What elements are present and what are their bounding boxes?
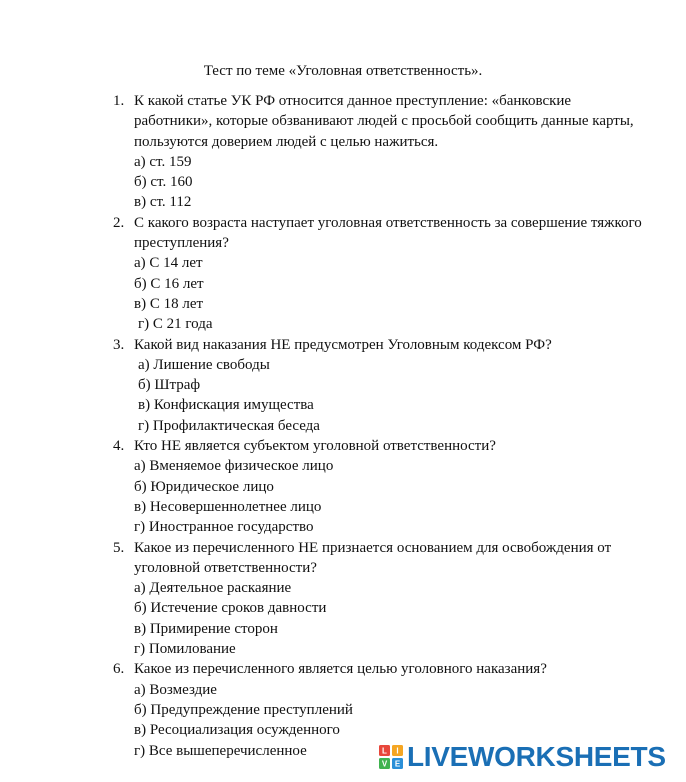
answer-option[interactable]: г) Помилование [134, 641, 236, 658]
answer-option[interactable]: в) Примирение сторон [134, 620, 278, 637]
question-number: 5. [113, 539, 125, 556]
answer-option[interactable]: в) Ресоциализация осужденного [134, 722, 340, 739]
answer-option[interactable]: б) С 16 лет [134, 275, 204, 292]
answer-option[interactable]: а) ст. 159 [134, 153, 192, 170]
question-1 [113, 91, 653, 213]
question-text: Какое из перечисленного является целью уголовного наказания? [134, 661, 547, 678]
answer-option[interactable]: а) Лишение свободы [138, 356, 270, 373]
question-number: 2. [113, 214, 125, 231]
liveworksheets-watermark [379, 742, 666, 772]
answer-option[interactable]: б) Предупреждение преступлений [134, 701, 353, 718]
question-text: Какой вид наказания НЕ предусмотрен Уголовным кодексом РФ? [134, 336, 552, 353]
answer-option[interactable]: б) Штраф [138, 377, 201, 394]
answer-option[interactable]: в) Конфискация имущества [138, 397, 314, 414]
question-number: 6. [113, 661, 125, 678]
answer-option[interactable]: б) Истечение сроков давности [134, 600, 327, 617]
svg-text:V: V [381, 759, 388, 768]
answer-option[interactable]: г) Профилактическая беседа [138, 417, 320, 434]
answer-option[interactable]: г) Иностранное государство [134, 519, 314, 536]
answer-option[interactable]: в) ст. 112 [134, 194, 192, 211]
answer-option[interactable]: а) С 14 лет [134, 255, 203, 272]
question-text: С какого возраста наступает уголовная ответственность за совершение тяжкого преступления? [134, 214, 642, 252]
question-number: 4. [113, 438, 125, 455]
svg-text:I: I [396, 746, 399, 755]
question-3 [113, 335, 653, 436]
answer-option[interactable]: г) С 21 года [138, 316, 213, 333]
answer-option[interactable]: б) Юридическое лицо [134, 478, 274, 495]
answer-option[interactable]: г) Все вышеперечисленное [134, 742, 307, 759]
answer-option[interactable]: в) Несовершеннолетнее лицо [134, 498, 322, 515]
svg-text:E: E [394, 759, 401, 768]
answer-option[interactable]: б) ст. 160 [134, 174, 193, 191]
question-text: Кто НЕ является субъектом уголовной ответственности? [134, 438, 496, 455]
liveworksheets-logo-icon [379, 745, 404, 770]
answer-option[interactable]: в) С 18 лет [134, 295, 204, 312]
question-list [113, 91, 653, 761]
question-text: К какой статье УК РФ относится данное преступление: «банковские работники», которые обзванивают людей с просьбой сообщить данные карты, пользуются доверием людей с целью нажиться. [134, 93, 634, 150]
answer-option[interactable]: а) Деятельное раскаяние [134, 580, 292, 597]
svg-text:L: L [382, 746, 387, 755]
question-text: Какое из перечисленного НЕ признается основанием для освобождения от уголовной ответственности? [134, 539, 612, 576]
question-2 [113, 213, 653, 335]
question-4 [113, 436, 653, 537]
question-5 [113, 538, 653, 660]
question-number: 3. [113, 336, 125, 353]
watermark-text: LIVEWORKSHEETS [407, 741, 666, 772]
answer-option[interactable]: а) Возмездие [134, 681, 217, 698]
question-number: 1. [113, 93, 125, 109]
answer-option[interactable]: а) Вменяемое физическое лицо [134, 458, 334, 475]
page-title: Тест по теме «Уголовная ответственность». [203, 63, 483, 79]
